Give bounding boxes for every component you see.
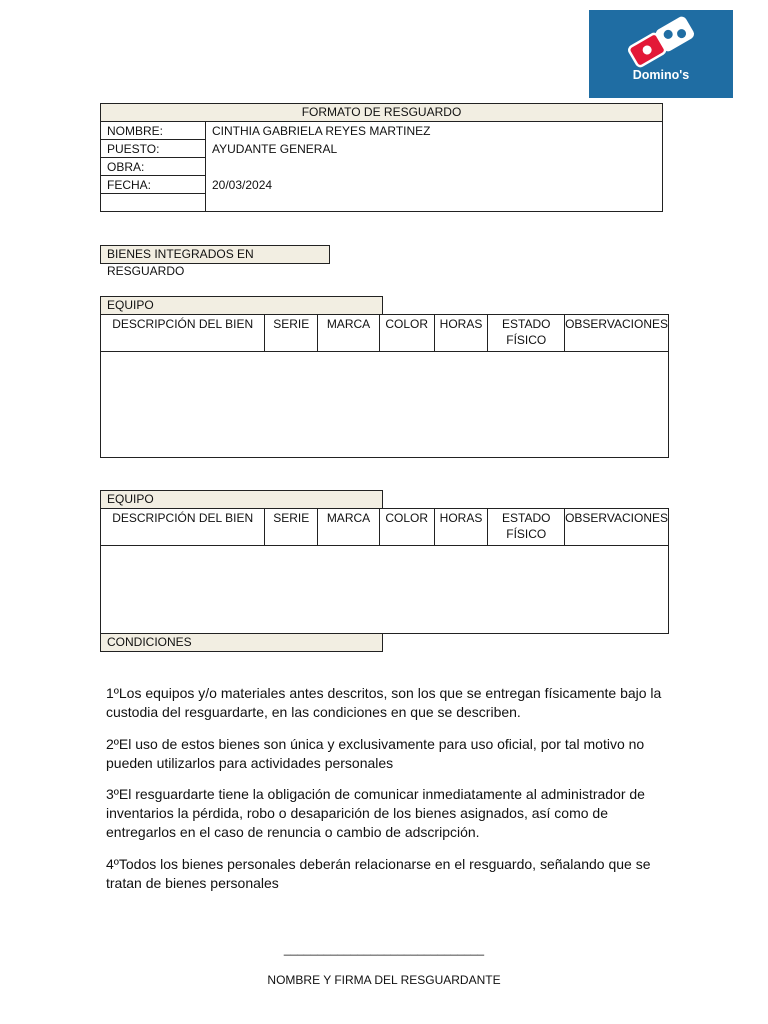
condition-2: 2ºEl uso de estos bienes son única y exclusivamente para uso oficial, por tal motivo no pueden utilizarlos para actividades personales [106, 736, 645, 771]
condition-4: 4ºTodos los bienes personales deberán relacionarse en el resguardo, señalando que se tratan de bienes personales [106, 856, 651, 891]
field-label-obra: OBRA: [100, 157, 206, 176]
table-2-title: EQUIPO [100, 490, 383, 509]
col-marca: MARCA [318, 509, 380, 546]
col-color: COLOR [380, 509, 435, 546]
logo-wordmark: Domino's [632, 68, 690, 82]
table-1 [100, 314, 669, 458]
table-1-title: EQUIPO [100, 296, 383, 315]
domino-tile-icon [589, 10, 733, 70]
dominos-logo [589, 10, 733, 98]
col-serie: SERIE [265, 509, 318, 546]
col-descripcion: DESCRIPCIÓN DEL BIEN [101, 315, 265, 352]
col-horas: HORAS [435, 509, 489, 546]
condition-3: 3ºEl resguardarte tiene la obligación de comunicar inmediatamente al administrador de inventarios la pérdida, robo o desaparición de los bienes asignados, así como de entregarlos en el caso de renuncia o cambio de adscripción. [106, 786, 645, 840]
col-marca: MARCA [318, 315, 380, 352]
col-observaciones: OBSERVACIONES [565, 511, 668, 525]
table-2 [100, 508, 669, 634]
form-title: FORMATO DE RESGUARDO [100, 103, 663, 122]
col-observaciones: OBSERVACIONES [565, 317, 668, 331]
section-title: BIENES INTEGRADOS EN RESGUARDO [100, 245, 330, 264]
field-label-fecha: FECHA: [100, 175, 206, 194]
field-label-nombre: NOMBRE: [100, 121, 206, 140]
field-label-blank [100, 193, 206, 212]
col-horas: HORAS [435, 315, 489, 352]
col-serie: SERIE [265, 315, 318, 352]
conditions-title: CONDICIONES [100, 633, 383, 652]
col-estado-fisico: ESTADO FÍSICO [488, 509, 565, 546]
col-estado-fisico: ESTADO FÍSICO [488, 315, 565, 352]
signature-line: ______________________________ [283, 942, 485, 956]
col-color: COLOR [380, 315, 435, 352]
field-label-puesto: PUESTO: [100, 139, 206, 158]
field-value-nombre: CINTHIA GABRIELA REYES MARTINEZ [212, 124, 431, 138]
condition-1: 1ºLos equipos y/o materiales antes descritos, son los que se entregan físicamente bajo la custodia del resguardarte, en las condiciones en que se describen. [106, 685, 662, 720]
signature-label: NOMBRE Y FIRMA DEL RESGUARDANTE [267, 973, 501, 987]
field-value-fecha: 20/03/2024 [212, 178, 273, 192]
table-1-header [101, 315, 668, 352]
col-descripcion: DESCRIPCIÓN DEL BIEN [101, 509, 265, 546]
table-2-header [101, 509, 668, 546]
field-value-puesto: AYUDANTE GENERAL [212, 142, 338, 156]
